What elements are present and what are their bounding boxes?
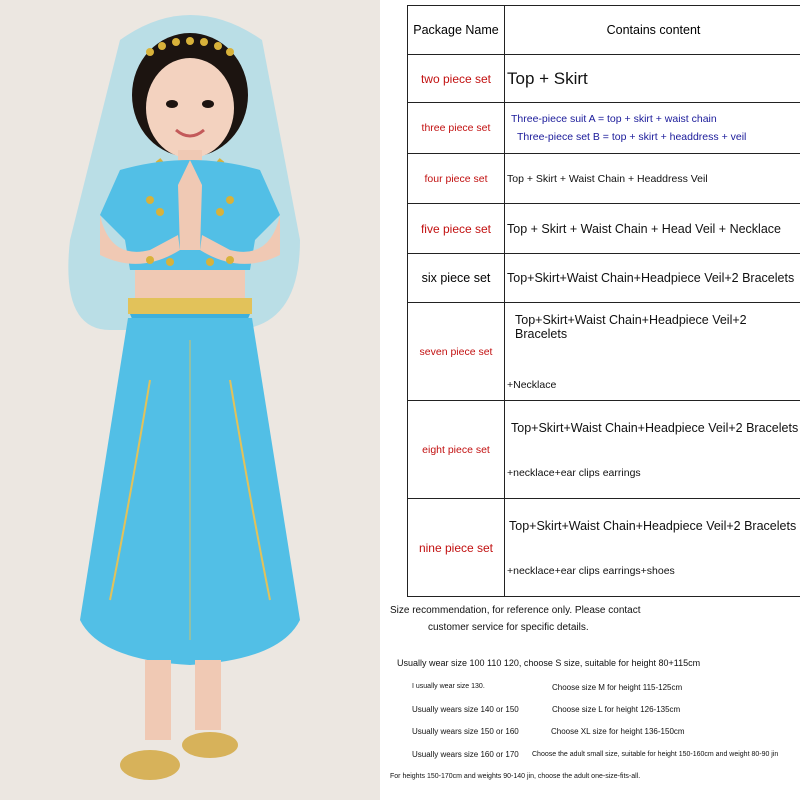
package-content xyxy=(505,303,800,401)
size-row-left: Usually wears size 140 or 150 xyxy=(412,705,519,714)
package-content xyxy=(505,401,800,499)
content-main: Top+Skirt+Waist Chain+Headpiece Veil+2 Bracelets xyxy=(511,420,799,435)
content-extra: +necklace+ear clips earrings+shoes xyxy=(507,564,675,577)
content-option-b: Three-piece set B = top + skirt + headdress + veil xyxy=(517,131,747,143)
header-contents: Contains content xyxy=(505,6,800,55)
package-content: Top + Skirt + Waist Chain + Headdress Veil xyxy=(505,154,800,204)
size-row-right: Choose the adult small size, suitable for height 150-160cm and weight 80-90 jin xyxy=(532,751,779,758)
child-costume-illustration xyxy=(0,0,380,800)
size-row-right: Choose size L for height 126-135cm xyxy=(552,705,681,714)
package-table xyxy=(407,5,800,597)
table-row xyxy=(408,401,800,499)
package-content xyxy=(505,499,800,597)
package-name: five piece set xyxy=(408,204,505,254)
package-name: six piece set xyxy=(408,254,505,303)
content-extra: +Necklace xyxy=(507,378,557,391)
content-option-a: Three-piece suit A = top + skirt + waist chain xyxy=(511,113,717,125)
package-name: seven piece set xyxy=(408,303,505,401)
table-row xyxy=(408,303,800,401)
content-main: Top+Skirt+Waist Chain+Headpiece Veil+2 Bracelets xyxy=(509,518,797,533)
size-intro-line-2: customer service for specific details. xyxy=(428,622,589,633)
table-row xyxy=(408,254,800,303)
table-row xyxy=(408,499,800,597)
size-row-right: Choose XL size for height 136-150cm xyxy=(551,727,685,736)
size-row-left: Usually wears size 150 or 160 xyxy=(412,727,519,736)
size-row-left: Usually wears size 160 or 170 xyxy=(412,750,519,759)
content-extra: +necklace+ear clips earrings xyxy=(507,466,641,479)
package-content: Top + Skirt + Waist Chain + Head Veil + Necklace xyxy=(505,204,800,254)
package-name: eight piece set xyxy=(408,401,505,499)
package-content: Top+Skirt+Waist Chain+Headpiece Veil+2 Bracelets xyxy=(505,254,800,303)
table-header-row xyxy=(408,6,800,55)
package-name: three piece set xyxy=(408,103,505,154)
table-row xyxy=(408,204,800,254)
content-main: Top+Skirt+Waist Chain+Headpiece Veil+2 Bracelets xyxy=(515,312,747,341)
size-intro-line-1: Size recommendation, for reference only. Please contact xyxy=(390,605,641,616)
size-s-note: Usually wear size 100 110 120, choose S size, suitable for height 80+115cm xyxy=(397,658,701,668)
table-row xyxy=(408,103,800,154)
package-name: four piece set xyxy=(408,154,505,204)
size-footer-note: For heights 150-170cm and weights 90-140 jin, choose the adult one-size-fits-all. xyxy=(390,773,641,780)
package-content xyxy=(505,103,800,154)
package-name: nine piece set xyxy=(408,499,505,597)
package-name: two piece set xyxy=(408,55,505,103)
product-photo xyxy=(0,0,380,800)
package-content: Top + Skirt xyxy=(505,55,800,103)
size-row-right: Choose size M for height 115-125cm xyxy=(552,683,683,692)
header-package-name: Package Name xyxy=(408,6,505,55)
size-row-left: I usually wear size 130. xyxy=(412,683,485,690)
table-row xyxy=(408,55,800,103)
table-row xyxy=(408,154,800,204)
